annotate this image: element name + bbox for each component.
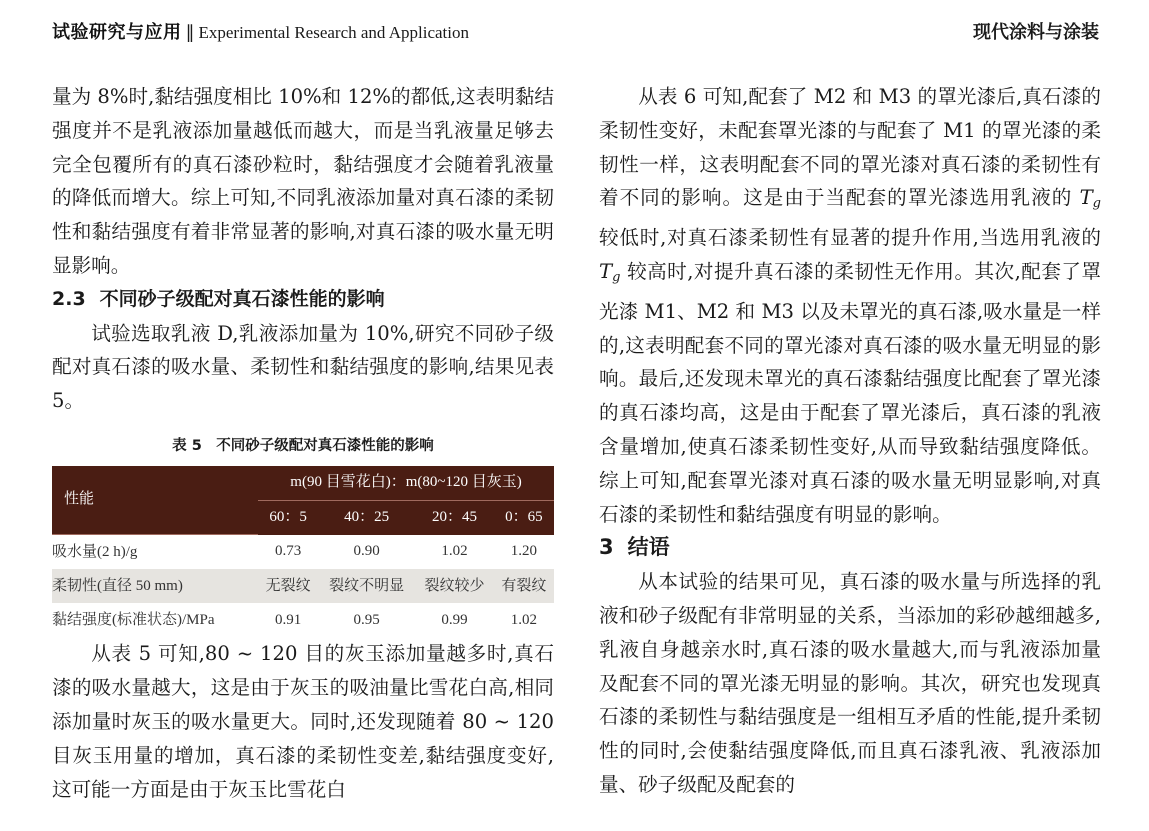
ratio-header: 0：65	[494, 500, 554, 535]
running-head-separator: ‖	[185, 22, 195, 43]
tg-symbol: $T_g$	[1079, 186, 1101, 212]
tg-symbol: $T_g$	[599, 259, 621, 285]
text-run: 从表 6 可知,配套了 M2 和 M3 的罩光漆后,真石漆的柔韧性变好，未配套罩光漆的与配套了 M1 的罩光漆的柔韧性一样，这表明配套不同的罩光漆对真石漆的柔韧性有着不同的影响。这是由于当配套的罩光漆选用乳液的	[599, 85, 1101, 210]
running-head-left	[52, 18, 469, 44]
table-cell: 0.99	[441, 611, 468, 628]
section-title: 结语	[627, 535, 670, 560]
magazine-title: 现代涂料与涂装	[973, 22, 1099, 43]
table-5	[52, 466, 554, 638]
table-row	[52, 569, 554, 603]
page-header	[0, 0, 1149, 46]
table-cell: 0.95	[353, 611, 380, 628]
table-cell: 1.20	[510, 543, 538, 560]
paragraph: 试验选取乳液 D,乳液添加量为 10%,研究不同砂子级配对真石漆的吸水量、柔韧性和黏结强度的影响,结果见表 5。	[52, 321, 554, 413]
table-cell: 有裂纹	[494, 569, 554, 603]
section-number: 2.3	[52, 287, 86, 310]
row-label: 柔韧性(直径 50 mm)	[52, 569, 258, 603]
paragraph: 从本试验的结果可见，真石漆的吸水量与所选择的乳液和砂子级配有非常明显的关系，当添加的彩砂越细越多,乳液自身越亲水时,真石漆的吸水量越大,而与乳液添加量及配套不同的罩光漆无明显的影响。其次，研究也发现真石漆的柔韧性与黏结强度是一组相互矛盾的性能,提升柔韧性的同时,会使黏结强度降低,而且真石漆乳液、乳液添加量、砂子级配及配套的	[599, 570, 1101, 796]
right-column	[599, 80, 1101, 802]
table-cell: 无裂纹	[258, 569, 318, 603]
table-cell: 0.90	[353, 543, 380, 560]
left-column	[52, 80, 554, 806]
table-caption: 表 5 不同砂子级配对真石漆性能的影响	[172, 437, 434, 454]
text-run: 较高时,对提升真石漆的柔韧性无作用。其次,配套了罩光漆 M1、M2 和 M3 以及未罩光的真石漆,吸水量是一样的,这表明配套不同的罩光漆对真石漆的吸水量无明显的影响。最后,还发现未罩光的真石漆黏结强度比配套了罩光漆的真石漆均高，这是由于配套了罩光漆后，真石漆的乳液含量增加,使真石漆柔韧性变好,从而导致黏结强度降低。综上可知,配套罩光漆对真石漆的吸水量无明显影响,对真石漆的柔韧性和黏结强度有明显的影响。	[599, 259, 1101, 526]
table-row	[52, 535, 554, 570]
text-run: 较低时,对真石漆柔韧性有显著的提升作用,当选用乳液的	[599, 226, 1101, 250]
paragraph	[599, 80, 1101, 531]
table-row	[52, 603, 554, 637]
row-header-cell: 性能	[52, 466, 258, 535]
table-cell: 1.02	[510, 611, 538, 628]
journal-section-title: 试验研究与应用	[52, 22, 182, 43]
ratio-header: 40：25	[318, 500, 415, 535]
table-cell: 裂纹不明显	[318, 569, 415, 603]
table-cell: 0.91	[274, 611, 302, 628]
section-heading-3	[599, 531, 1101, 565]
table-cell: 裂纹较少	[415, 569, 494, 603]
ratio-header: 20：45	[415, 500, 494, 535]
journal-section-title-en: Experimental Research and Application	[198, 23, 469, 42]
row-label: 吸水量(2 h)/g	[52, 543, 138, 560]
row-label: 黏结强度(标准状态)/MPa	[52, 611, 215, 628]
table-cell: 0.73	[274, 543, 302, 560]
group-header-cell: m(90 目雪花白)：m(80~120 目灰玉)	[258, 466, 554, 501]
section-number: 3	[599, 535, 614, 560]
ratio-header: 60：5	[258, 500, 318, 535]
paragraph: 量为 8%时,黏结强度相比 10%和 12%的都低,这表明黏结强度并不是乳液添加量越低而越大，而是当乳液量足够去完全包覆所有的真石漆砂粒时，黏结强度才会随着乳液量的降低而增大。综上可知,不同乳液添加量对真石漆的柔韧性和黏结强度有着非常显著的影响,对真石漆的吸水量无明显影响。	[52, 85, 555, 277]
section-heading-2-3	[52, 283, 554, 317]
section-title: 不同砂子级配对真石漆性能的影响	[99, 287, 385, 310]
table-cell: 1.02	[441, 543, 468, 560]
paragraph: 从表 5 可知,80 ~ 120 目的灰玉添加量越多时,真石漆的吸水量越大，这是由于灰玉的吸油量比雪花白高,相同添加量时灰玉的吸水量更大。同时,还发现随着 80 ~ 120 目灰玉用量的增加，真石漆的柔韧性变差,黏结强度变好,这可能一方面是由于灰玉比雪花白	[52, 642, 554, 801]
